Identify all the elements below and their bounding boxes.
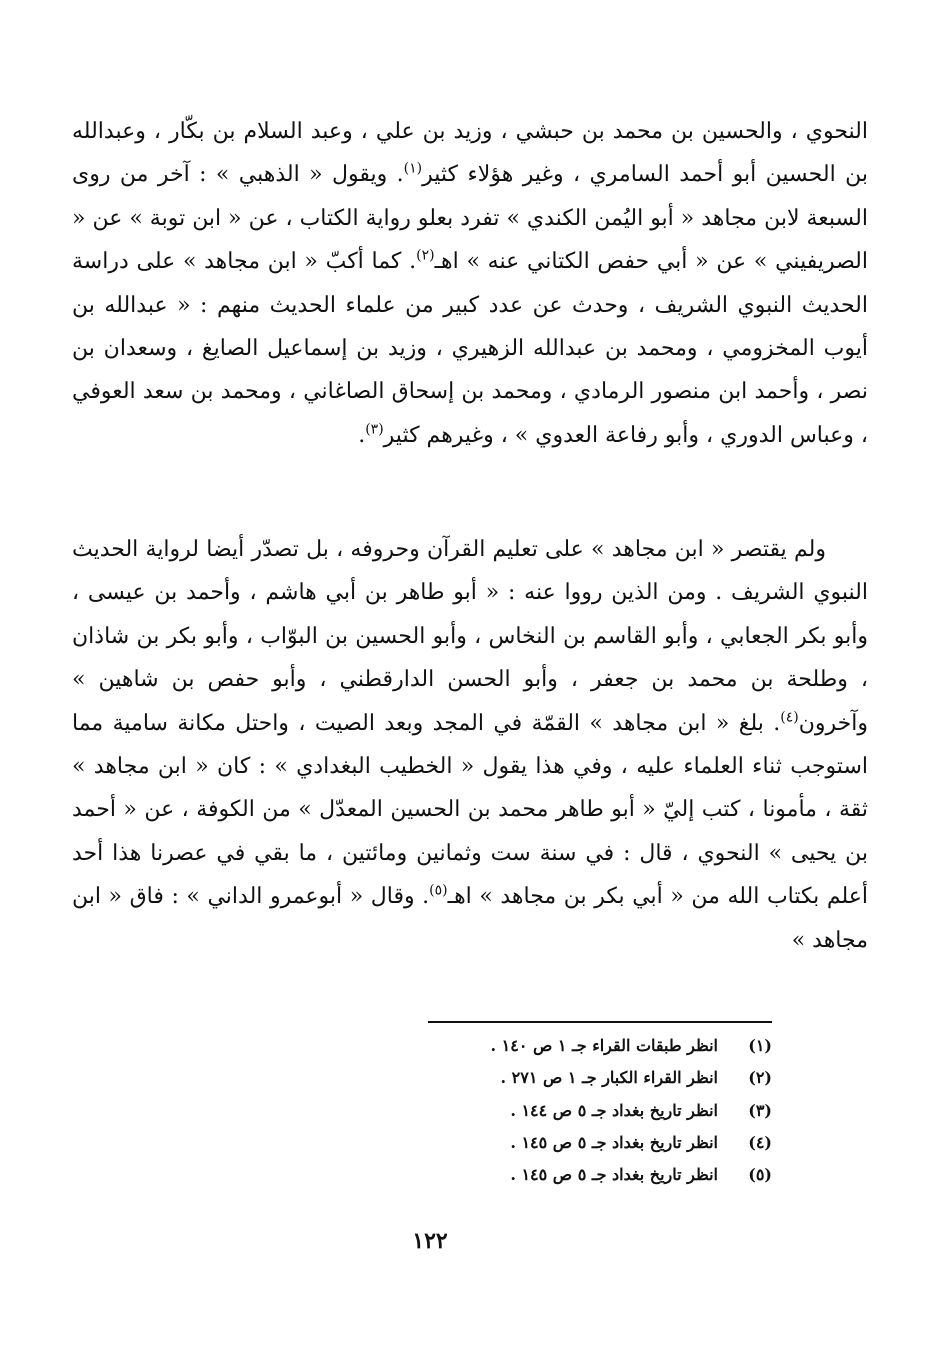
footnote-number: (٣) bbox=[748, 1100, 772, 1120]
footnote-ref-4: (٤) bbox=[780, 709, 799, 726]
footnote-1 bbox=[380, 1030, 772, 1062]
footnote-ref-3: (٣) bbox=[365, 421, 384, 438]
footnote-ref-1: (١) bbox=[403, 161, 423, 178]
footnote-number: (١) bbox=[748, 1036, 772, 1055]
footnote-text: انظر تاريخ بغداد جـ ٥ ص ١٤٤ . bbox=[510, 1100, 718, 1120]
footnote-divider bbox=[428, 1021, 772, 1023]
paragraph-2-part-a: ولم يقتصر « ابن مجاهد » على تعليم القرآن وحروفه ، بل تصدّر أيضا لرواية الحديث النبوي الشريف . ومن الذين رووا عنه : « أبو طاهر بن أبي هاشم ، وأحمد بن عيسى ، وأبو بكر الجعابي ، وأبو القاسم بن النخاس ، وأبو الحسين بن البوّاب ، وأبو بكر بن شاذان ، وطلحة بن محمد بن جعفر ، وأبو الحسن الدارقطني ، وأبو حفص بن شاهين » وآخرون bbox=[72, 537, 868, 736]
footnote-text: انظر القراء الكبار جـ ١ ص ٢٧١ . bbox=[500, 1068, 718, 1088]
paragraph-1-part-b: . ويقول « الذهبي » : آخر من روى السبعة لابن مجاهد « أبو اليُمن الكندي » تفرد بعلو رواية الكتاب ، عن « ابن توبة » عن « الصريفيني » عن « أبي حفص الكتاني عنه » اهـ bbox=[72, 162, 868, 275]
footnote-2 bbox=[380, 1062, 772, 1094]
main-text bbox=[72, 110, 868, 962]
paragraph-1 bbox=[72, 110, 868, 500]
paragraph-1-part-a: النحوي ، والحسين بن محمد بن حبشي ، وزيد بن علي ، وعبد السلام بن بكّار ، وعبدالله بن الحسين أبو أحمد السامري ، وغير هؤلاء كثير bbox=[72, 119, 868, 188]
paragraph-2 bbox=[72, 528, 868, 962]
paragraph-2-part-c: . وقال « أبوعمرو الداني » : فاق « ابن مجاهد » bbox=[72, 884, 868, 953]
footnote-ref-2: (٢) bbox=[416, 247, 435, 264]
footnote-3 bbox=[380, 1095, 772, 1127]
footnote-text: انظر تاريخ بغداد جـ ٥ ص ١٤٥ . bbox=[510, 1132, 718, 1152]
footnote-text: انظر طبقات القراء جـ ١ ص ١٤٠ . bbox=[490, 1036, 718, 1055]
paragraph-2-part-b: . بلغ « ابن مجاهد » القمّة في المجد وبعد الصيت ، واحتل مكانة سامية مما استوجب ثناء العلماء عليه ، وفي هذا يقول « الخطيب البغدادي » : كان « ابن مجاهد » ثقة ، مأمونا ، كتب إليّ « أبو طاهر محمد بن الحسين المعدّل » من الكوفة ، عن « أحمد بن يحيى » النحوي ، قال : في سنة ست وثمانين ومائتين ، ما بقي في عصرنا هذا أحد أعلم بكتاب الله من « أبي بكر بن مجاهد » اهـ bbox=[72, 710, 868, 910]
footnote-number: (٥) bbox=[748, 1165, 772, 1185]
paragraph-1-part-d: . bbox=[358, 422, 366, 448]
footnote-text: انظر تاريخ بغداد جـ ٥ ص ١٤٥ . bbox=[510, 1165, 718, 1185]
footnote-number: (٢) bbox=[748, 1068, 772, 1088]
footnotes bbox=[380, 1030, 772, 1191]
footnote-5 bbox=[380, 1159, 772, 1191]
footnote-number: (٤) bbox=[748, 1132, 772, 1152]
page-number: ١٢٢ bbox=[412, 1228, 448, 1254]
paragraph-1-part-c: . كما أكبّ « ابن مجاهد » على دراسة الحديث النبوي الشريف ، وحدث عن عدد كبير من علماء الحديث منهم : « عبدالله بن أيوب المخزومي ، ومحمد بن عبدالله الزهيري ، وزيد بن إسماعيل الصايغ ، وسعدان بن نصر ، وأحمد ابن منصور الرمادي ، ومحمد بن إسحاق الصاغاني ، ومحمد بن سعد العوفي ، وعباس الدوري ، وأبو رفاعة العدوي » ، وغيرهم كثير bbox=[72, 249, 868, 448]
footnote-4 bbox=[380, 1127, 772, 1159]
footnote-ref-5: (٥) bbox=[429, 882, 448, 899]
